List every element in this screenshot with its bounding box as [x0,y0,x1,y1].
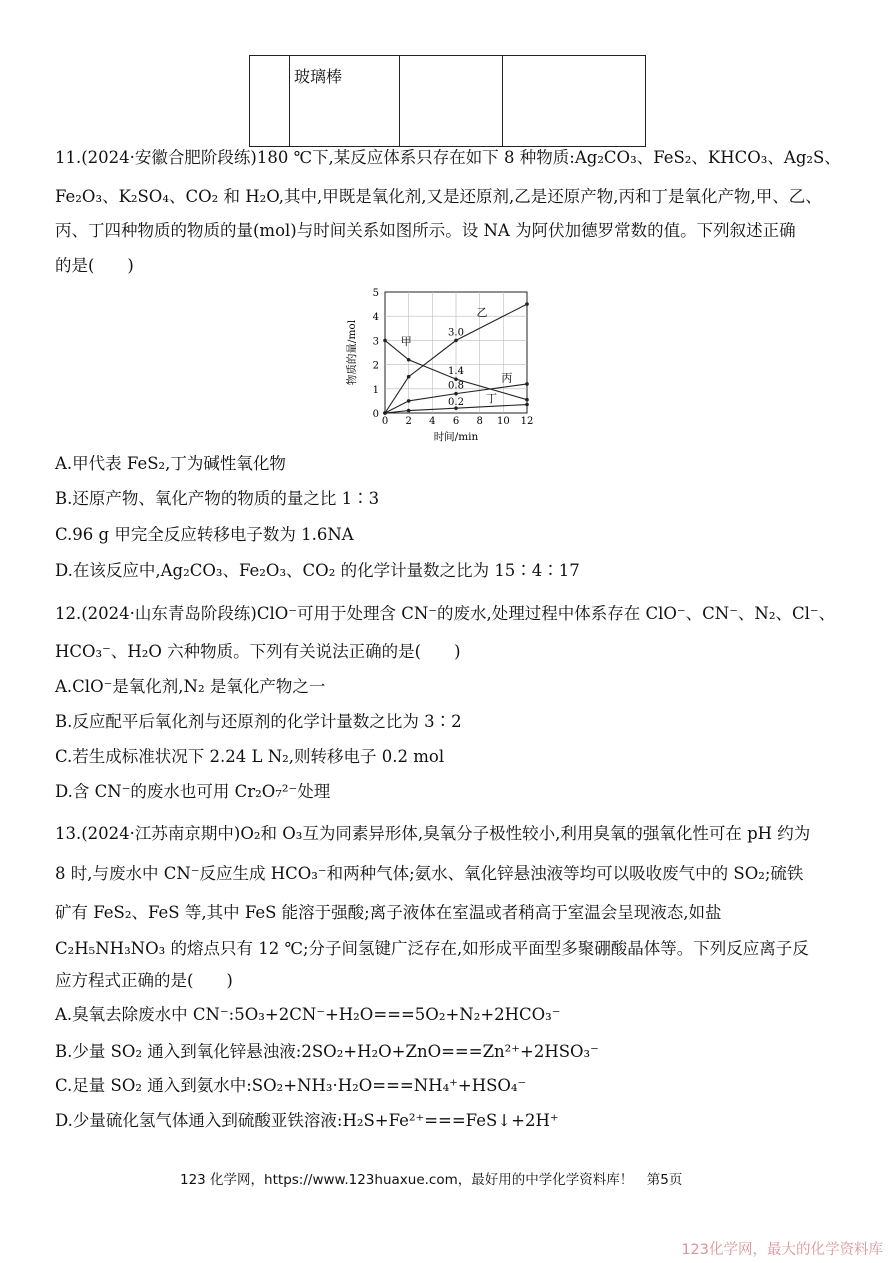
series-point [407,375,411,379]
q12-option-c: C.若生成标准状况下 2.24 L N₂,则转移电子 0.2 mol [55,747,445,766]
q11-stem-line1: 11.(2024·安徽合肥阶段练)180 ℃下,某反应体系只存在如下 8 种物质:Ag₂CO₃、FeS₂、KHCO₃、Ag₂S、 [55,148,841,167]
q13-stem-line5: 应方程式正确的是( ) [55,971,233,990]
y-tick-label: 0 [372,409,379,420]
series-point [454,392,458,396]
q11-option-d: D.在该反应中,Ag₂CO₃、Fe₂O₃、CO₂ 的化学计量数之比为 15∶4∶17 [55,561,580,580]
x-axis-label: 时间/min [433,431,479,443]
y-tick-label: 4 [372,312,379,324]
series-point [525,403,529,407]
series-point [407,409,411,413]
x-tick-label: 12 [520,416,534,427]
q11-stem-line2: Fe₂O₃、K₂SO₄、CO₂ 和 H₂O,其中,甲既是氧化剂,又是还原剂,乙是还原产物,丙和丁是氧化产物,甲、乙、 [55,187,822,206]
x-tick-label: 0 [381,416,389,427]
q12-stem-line1: 12.(2024·山东青岛阶段练)ClO⁻可用于处理含 CN⁻的废水,处理过程中体系存在 ClO⁻、CN⁻、N₂、Cl⁻、 [55,604,836,623]
q11-option-b: B.还原产物、氧化产物的物质的量之比 1∶3 [55,489,380,508]
y-tick-label: 1 [372,384,379,396]
data-label: 0.8 [448,380,464,392]
q12-option-b: B.反应配平后氧化剂与还原剂的化学计量数之比为 3∶2 [55,712,462,731]
x-tick-label: 10 [496,416,510,427]
q13-stem-line4: C₂H₅NH₃NO₃ 的熔点只有 12 ℃;分子间氢键广泛存在,如形成平面型多聚硼酸晶体等。下列反应离子反 [55,939,809,958]
q13-option-c: C.足量 SO₂ 通入到氨水中:SO₂+NH₃·H₂O===NH₄⁺+HSO₄⁻ [55,1076,527,1095]
q11-stem-line4: 的是( ) [55,256,134,275]
page-footer: 123 化学网，https://www.123huaxue.com，最好用的中学化学资料库！ 第5页 [180,1172,683,1188]
q13-option-a: A.臭氧去除废水中 CN⁻:5O₃+2CN⁻+H₂O===5O₂+N₂+2HCO₃⁻ [55,1005,561,1024]
y-tick-label: 2 [372,360,379,372]
table-cell-empty [400,56,503,147]
data-label: 3.0 [448,327,464,339]
series-name-label: 丁 [486,392,497,406]
q13-option-d: D.少量硫化氢气体通入到硫酸亚铁溶液:H₂S+Fe²⁺===FeS↓+2H⁺ [55,1111,559,1130]
table-cell-empty [503,56,646,147]
x-tick-label: 4 [429,416,436,427]
table-cell-glass-rod: 玻璃棒 [290,56,400,147]
q11-option-c: C.96 g 甲完全反应转移电子数为 1.6NA [55,525,354,544]
mole-time-chart [338,283,548,445]
series-point [407,358,411,362]
series-name-label: 甲 [400,335,412,349]
series-name-label: 丙 [501,371,513,385]
data-label: 0.2 [448,397,464,409]
q12-stem-line2: HCO₃⁻、H₂O 六种物质。下列有关说法正确的是( ) [55,642,461,661]
q11-stem-line3: 丙、丁四种物质的物质的量(mol)与时间关系如图所示。设 NA 为阿伏加德罗常数的值。下列叙述正确 [55,221,796,240]
x-tick-label: 8 [476,416,483,427]
q13-stem-line1: 13.(2024·江苏南京期中)O₂和 O₃互为同素异形体,臭氧分子极性较小,利用臭氧的强氧化性可在 pH 约为 [55,824,811,843]
q13-stem-line3: 矿有 FeS₂、FeS 等,其中 FeS 能溶于强酸;离子液体在室温或者稍高于室温会呈现液态,如盐 [55,903,722,922]
apparatus-table [249,55,646,147]
q11-option-a: A.甲代表 FeS₂,丁为碱性氧化物 [55,454,286,473]
series-point [383,411,387,415]
data-label: 1.4 [448,366,464,378]
series-point [525,398,529,402]
y-tick-label: 3 [372,336,379,348]
x-tick-label: 6 [452,416,460,427]
q12-option-a: A.ClO⁻是氧化剂,N₂ 是氧化产物之一 [55,677,326,696]
series-point [383,339,387,343]
series-point [525,302,529,306]
table-cell-empty [250,56,290,147]
series-point [407,399,411,403]
series-point [454,339,458,343]
watermark: 123化学网，最大的化学资料库 [681,1242,883,1258]
series-name-label: 乙 [476,306,488,320]
y-axis-label: 物质的量/mol [346,319,358,386]
x-tick-label: 2 [405,416,412,427]
q12-option-d: D.含 CN⁻的废水也可用 Cr₂O₇²⁻处理 [55,782,331,801]
y-tick-label: 5 [372,288,379,299]
q13-option-b: B.少量 SO₂ 通入到氧化锌悬浊液:2SO₂+H₂O+ZnO===Zn²⁺+2HSO₃⁻ [55,1042,599,1061]
q13-stem-line2: 8 时,与废水中 CN⁻反应生成 HCO₃⁻和两种气体;氨水、氧化锌悬浊液等均可以吸收废气中的 SO₂;硫铁 [55,864,804,883]
series-point [525,382,529,386]
